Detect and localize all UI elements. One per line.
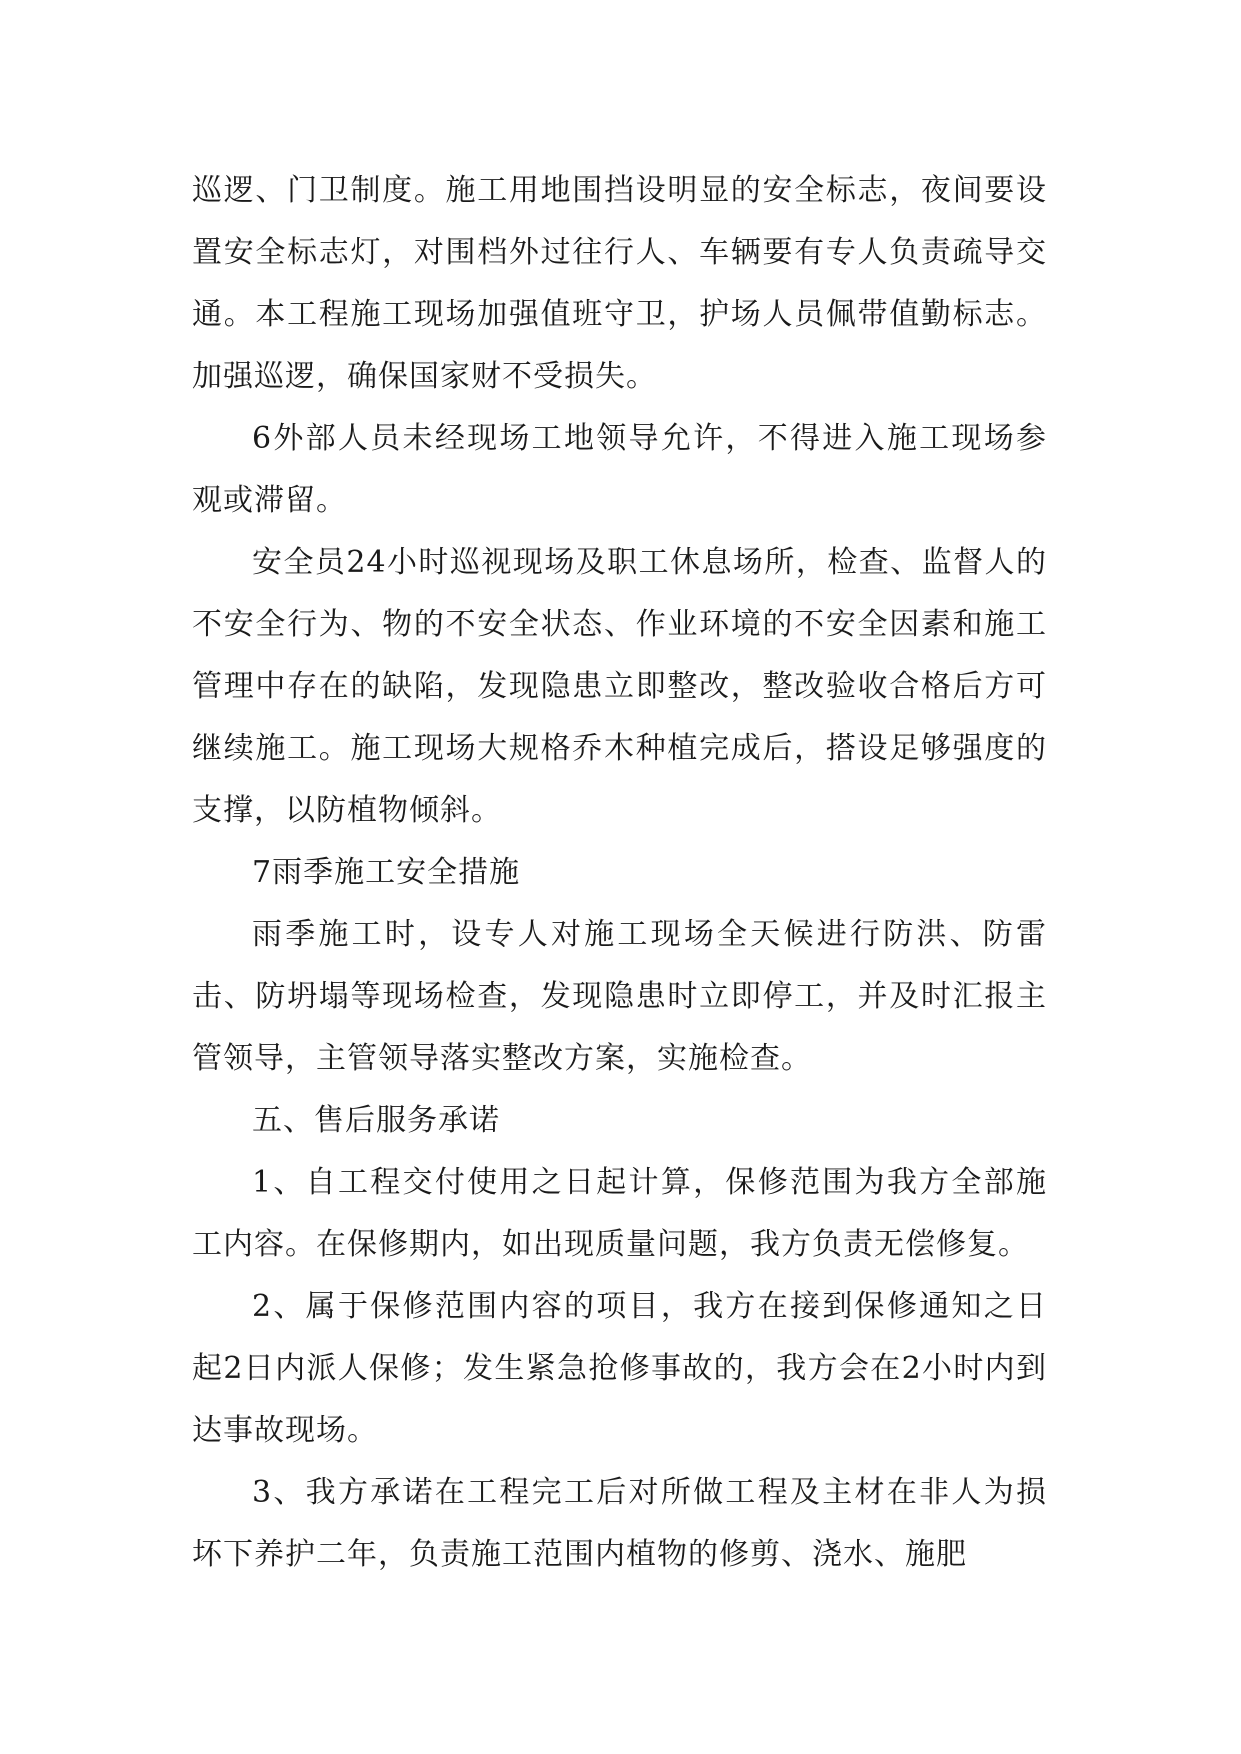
paragraph-2: 6外部人员未经现场工地领导允许，不得进入施工现场参观或滞留。 (192, 421, 1047, 518)
document-body (192, 160, 1047, 1586)
paragraph-1: 巡逻、门卫制度。施工用地围挡设明显的安全标志，夜间要设置安全标志灯，对围档外过往行人、车辆要有专人负责疏导交通。本工程施工现场加强值班守卫，护场人员佩带值勤标志。加强巡逻，确保国家财不受损失。 (192, 173, 1047, 394)
paragraph-3: 安全员24小时巡视现场及职工休息场所，检查、监督人的不安全行为、物的不安全状态、作业环境的不安全因素和施工管理中存在的缺陷，发现隐患立即整改，整改验收合格后方可继续施工。施工现场大规格乔木种植完成后，搭设足够强度的支撑，以防植物倾斜。 (192, 545, 1047, 828)
section-heading: 五、售后服务承诺 (252, 1103, 500, 1138)
paragraph-4-heading: 7雨季施工安全措施 (252, 855, 521, 890)
paragraph-7: 1、自工程交付使用之日起计算，保修范围为我方全部施工内容。在保修期内，如出现质量问题，我方负责无偿修复。 (192, 1165, 1047, 1262)
paragraph-8: 2、属于保修范围内容的项目，我方在接到保修通知之日起2日内派人保修；发生紧急抢修事故的，我方会在2小时内到达事故现场。 (192, 1289, 1047, 1448)
paragraph-9: 3、我方承诺在工程完工后对所做工程及主材在非人为损坏下养护二年，负责施工范围内植物的修剪、浇水、施肥 (192, 1475, 1047, 1572)
paragraph-5: 雨季施工时，设专人对施工现场全天候进行防洪、防雷击、防坍塌等现场检查，发现隐患时立即停工，并及时汇报主管领导，主管领导落实整改方案，实施检查。 (192, 917, 1047, 1076)
